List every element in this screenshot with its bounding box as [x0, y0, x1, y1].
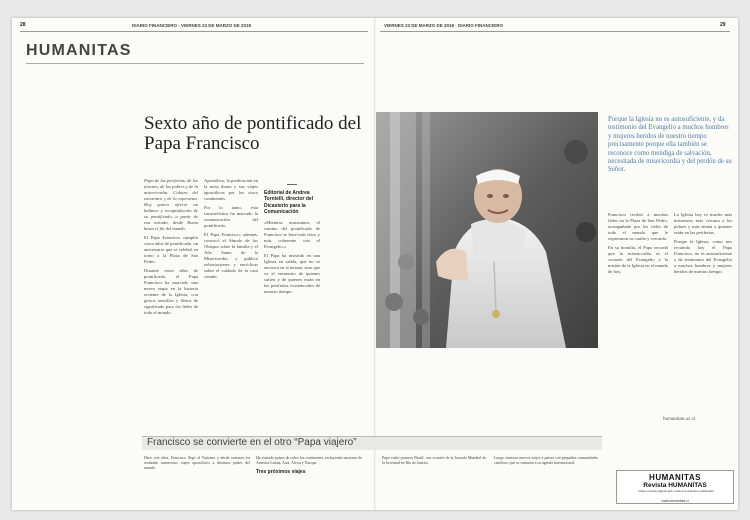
newspaper-spread: [12, 18, 738, 510]
divider: [287, 184, 297, 185]
promo-title: HUMANITAS: [649, 473, 701, 482]
article-deck: Porque la Iglesia no es autosuficiente, y da testimonio del Evangelio a muchos hombres y mujeres heridos de nuestro tiempo precisamente porque ella también se reconoce como mendiga de salvación, necesitada de misericordia y del perdón de su Señor.: [608, 116, 732, 174]
sidebar-column-1: [144, 456, 250, 474]
header-rule-left: [20, 31, 368, 32]
sidebar-column-3: [382, 456, 486, 469]
paragraph: Luego vinieron nuevos viajes a países con pequeñas comunidades católicas, que se sumaron a su agenda internacional.: [494, 456, 598, 465]
paragraph: Por lo tanto, esta característica ha marcado la comunicación del pontificado.: [204, 205, 258, 228]
paragraph: Apostólico, la predicación en la misa diaria y sus viajes apostólicos por los cinco continentes.: [204, 178, 258, 201]
promo-url: www.humanitas.cl: [661, 499, 689, 503]
promo-top-url: humanitas.uc.cl: [663, 416, 695, 421]
paragraph: Francisco recibió a muchos fieles en la Plaza de San Pedro, acompañado por los fieles de todo el mundo que le expresaron su cariño y cercanía.: [608, 212, 668, 241]
article-column-1: [144, 178, 198, 319]
article-column-4: [608, 212, 668, 278]
humanitas-promo: [616, 470, 734, 504]
article-headline: Sexto año de pontificado del Papa Francisco: [144, 113, 362, 154]
paragraph: Hace seis años, Francisco llegó al Vaticano y desde entonces ha realizado numerosos viajes apostólicos a distintos países del mundo.: [144, 456, 250, 470]
promo-subtitle: Revista HUMANITAS: [643, 482, 707, 489]
sidebar-subhead: Tres próximos viajes: [256, 469, 306, 475]
paragraph: En su homilía, el Papa recordó que la misericordia es el corazón del Evangelio y la misión de la Iglesia en el mundo de hoy.: [608, 245, 668, 274]
folio-text-left: DIARIO FINANCIERO · VIERNES 23 DE MARZO DE 2018: [132, 23, 252, 28]
paragraph: Ha visitado países de todos los continentes, incluyendo naciones de América Latina, Asia, África y Europa.: [256, 456, 362, 465]
paragraph: El Papa Francisco, además, convocó el Sínodo de los Obispos sobre la familia y el Año Santo de la Misericordia, y publicó exhortaciones y encíclicas sobre el cuidado de la casa común.: [204, 232, 258, 279]
paragraph: El Papa Francisco cumplió cinco años de pontificado, un aniversario que se celebró en torno a la Plaza de San Pedro.: [144, 235, 198, 264]
section-title: HUMANITAS: [26, 42, 132, 59]
pope-photo: [376, 112, 598, 348]
paragraph: El Papa ha insistido en una Iglesia en salida, que no se encierra en sí misma, sino que va al encuentro de quienes sufren y de quienes están en las periferias existenciales de nuestro tiempo.: [264, 252, 320, 294]
paragraph: Papa visitó primero Brasil, con ocasión de la Jornada Mundial de la Juventud en Río de Janeiro.: [382, 456, 486, 465]
article-byline: Editorial de Andrea Tornielli, director del Dicasterio para la Comunicación: [264, 190, 314, 216]
article-column-3: [264, 178, 320, 298]
folio-number-left: 28: [20, 22, 26, 28]
folio-number-right: 29: [720, 22, 726, 28]
header-rule-right: [380, 31, 730, 32]
article-column-5: [674, 212, 732, 278]
section-rule: [26, 63, 364, 64]
promo-fine-print: Visite nuestra página web: todos los artículos publicados: [638, 489, 714, 493]
paragraph: Porque la Iglesia, como nos recuerda hoy el Papa Francisco, no es autosuficiente y da testimonio del Evangelio a muchos hombres y mujeres heridos de nuestro tiempo.: [674, 239, 732, 274]
sidebar-column-4: [494, 456, 598, 469]
paragraph: Papa de las periferias, de los jóvenes, de los pobres y de la misericordia. Cultura del encuentro y de la esperanza. Hoy quiero ofrecer un balance y recapitulación de su pontificado, a partir de esa mirada, desde Roma hasta el fin del mundo.: [144, 178, 198, 231]
paragraph: La Iglesia hoy es mucho más misionera, más cercana a los pobres y más atenta a quienes están en las periferias.: [674, 212, 732, 235]
sidebar-column-2: [256, 456, 362, 477]
paragraph: «Mientras avanzamos, el camino del pontificado de Francisco se hace más claro y más coherente con el Evangelio.»: [264, 219, 320, 249]
sidebar-article-title: Francisco se convierte en el otro “Papa viajero”: [147, 437, 357, 448]
folio-text-right: VIERNES 23 DE MARZO DE 2018 · DIARIO FINANCIERO: [384, 23, 504, 28]
paragraph: Durante estos años de pontificado, el Papa Francisco ha marcado una nueva etapa en la historia reciente de la Iglesia, con gestos sencillos y llenos de significado para los fieles de todo el mundo.: [144, 268, 198, 315]
article-column-2: [204, 178, 258, 283]
